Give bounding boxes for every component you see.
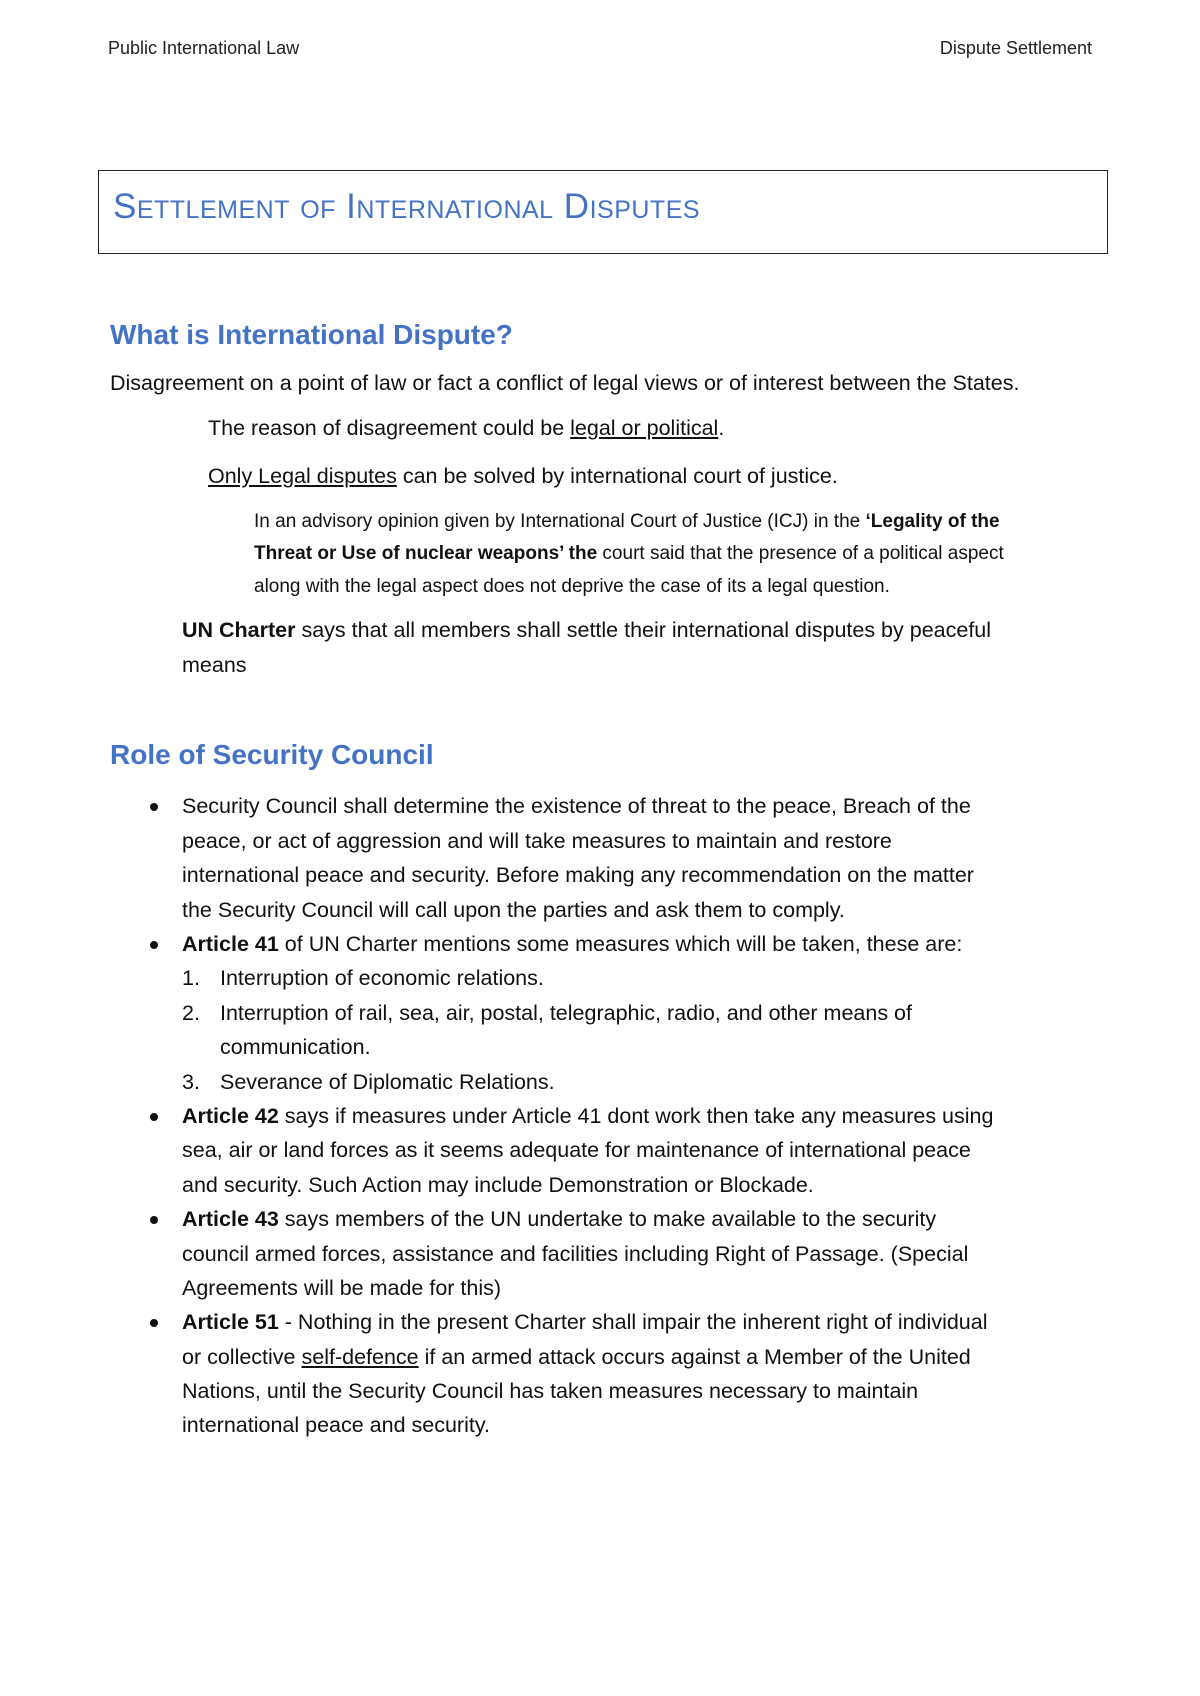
item-text: Severance of Diplomatic Relations. bbox=[220, 1069, 555, 1094]
article-43-label: Article 43 bbox=[182, 1207, 279, 1232]
definition-paragraph bbox=[110, 366, 1105, 401]
document-title: Settlement of International Disputes bbox=[113, 187, 701, 226]
legal-suffix: can be solved by international court of justice. bbox=[396, 463, 838, 488]
bullet-text: - Nothing in the present Charter shall impair the inherent right of individual or collective bbox=[182, 1310, 988, 1369]
item-number: 3. bbox=[182, 1069, 200, 1094]
measures-list bbox=[182, 961, 1005, 1099]
list-item bbox=[110, 1202, 1005, 1305]
reason-prefix: The reason of disagreement could be bbox=[208, 416, 571, 441]
advisory-suffix: court said that the presence of a political aspect along with the legal aspect does not deprive the case of its a legal question. bbox=[254, 543, 1004, 597]
reason-suffix: . bbox=[718, 416, 725, 441]
charter-bold: UN Charter bbox=[182, 617, 296, 642]
title-box bbox=[98, 170, 1108, 254]
bullet-text: says if measures under Article 41 dont work then take any measures using sea, air or land forces as it seems adequate for maintenance of international peace and security. Such Action may include Demonstration or Blockade. bbox=[182, 1103, 994, 1197]
reason-paragraph bbox=[208, 411, 1105, 446]
bullet-icon bbox=[150, 1216, 158, 1224]
list-item bbox=[110, 927, 1005, 1099]
header-left: Public International Law bbox=[108, 38, 300, 58]
bullet-icon bbox=[150, 941, 158, 949]
item-text: Interruption of rail, sea, air, postal, telegraphic, radio, and other means of communication. bbox=[220, 1000, 912, 1060]
list-item bbox=[110, 789, 1005, 927]
advisory-prefix: In an advisory opinion given by International Court of Justice (ICJ) in the bbox=[254, 511, 866, 532]
article-51-label: Article 51 bbox=[182, 1310, 279, 1335]
bullet-icon bbox=[150, 803, 158, 811]
un-charter-paragraph bbox=[182, 613, 995, 684]
numbered-item bbox=[182, 1065, 1005, 1099]
definition-text: Disagreement on a point of law or fact a conflict of legal views or of interest between the States. bbox=[110, 370, 1020, 395]
section-heading-what-is-dispute: What is International Dispute? bbox=[110, 319, 513, 350]
bullet-text-end: if an armed attack occurs against a Member of the United Nations, until the Security Council has taken measures necessary to maintain international peace and security. bbox=[182, 1344, 971, 1438]
header-right: Dispute Settlement bbox=[939, 38, 1092, 58]
article-42-label: Article 42 bbox=[182, 1103, 279, 1128]
item-number: 1. bbox=[182, 966, 200, 991]
list-item bbox=[110, 1305, 1005, 1443]
charter-suffix: says that all members shall settle their international disputes by peaceful means bbox=[182, 617, 992, 678]
self-defence-underlined: self-defence bbox=[301, 1344, 419, 1369]
item-number: 2. bbox=[182, 1000, 200, 1025]
bullet-text: Security Council shall determine the existence of threat to the peace, Breach of the peace, or act of aggression and will take measures to maintain and restore international peace and security. Before making any recommendation on the matter the Security Council will call upon the parties and ask them to comply. bbox=[182, 794, 974, 922]
document-body bbox=[110, 318, 1105, 1443]
numbered-item bbox=[182, 996, 1005, 1065]
reason-underlined: legal or political bbox=[570, 416, 719, 441]
legal-underlined: Only Legal disputes bbox=[208, 463, 397, 488]
item-text: Interruption of economic relations. bbox=[220, 966, 544, 991]
running-header bbox=[108, 38, 1092, 59]
security-council-list bbox=[110, 789, 1005, 1442]
list-item bbox=[110, 1099, 1005, 1202]
advisory-bold: ‘Legality of the Threat or Use of nuclear weapons’ the bbox=[254, 511, 1000, 565]
bullet-text: says members of the UN undertake to make available to the security council armed forces, assistance and facilities including Right of Passage. (Special Agreements will be made for this) bbox=[182, 1207, 969, 1300]
legal-disputes-paragraph bbox=[208, 459, 1105, 494]
advisory-opinion-paragraph bbox=[254, 506, 1015, 603]
article-41-label: Article 41 bbox=[182, 931, 279, 956]
numbered-item bbox=[182, 961, 1005, 995]
bullet-icon bbox=[150, 1319, 158, 1327]
bullet-icon bbox=[150, 1113, 158, 1121]
section-heading-security-council: Role of Security Council bbox=[110, 738, 434, 770]
bullet-text: of UN Charter mentions some measures which will be taken, these are: bbox=[278, 931, 963, 956]
